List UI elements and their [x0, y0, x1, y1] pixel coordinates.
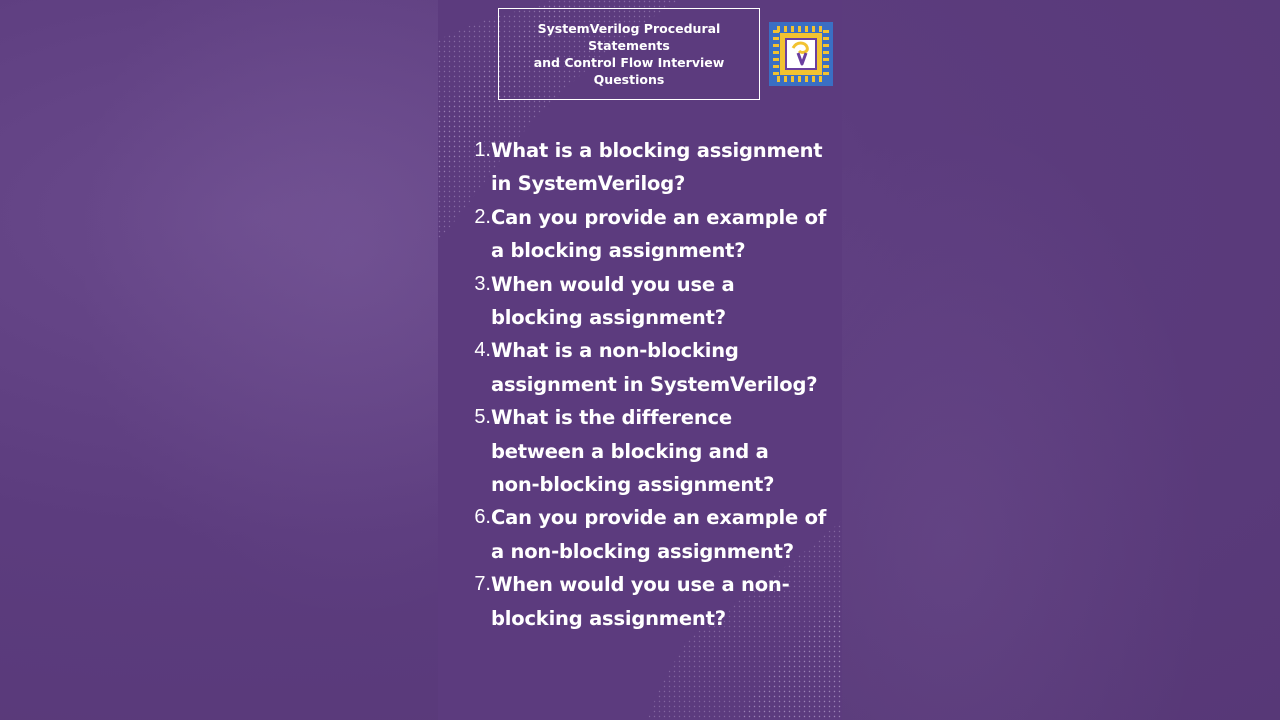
question-text: When would you use a non- blocking assignment? — [491, 573, 790, 630]
blurred-background-left — [0, 0, 440, 720]
question-item — [466, 334, 838, 401]
question-number: 2. — [474, 205, 491, 228]
question-number: 7. — [474, 573, 491, 596]
question-item — [466, 501, 838, 568]
question-text: When would you use a blocking assignment? — [491, 272, 735, 330]
question-number: 1. — [474, 139, 491, 161]
question-number: 6. — [474, 506, 491, 529]
question-text: Can you provide an example of a non-blocking assignment? — [491, 506, 827, 563]
question-text: What is a non-blocking assignment in SystemVerilog? — [491, 339, 818, 396]
question-text: What is a blocking assignment in SystemVerilog? — [491, 139, 823, 196]
question-item — [466, 401, 838, 501]
question-item — [466, 268, 838, 335]
chip-logo-icon — [769, 22, 833, 86]
question-number: 4. — [474, 339, 491, 362]
question-item — [466, 201, 838, 268]
question-text: Can you provide an example of a blocking assignment? — [491, 205, 827, 263]
question-number: 5. — [474, 406, 491, 429]
question-text: What is the difference between a blocking and a non-blocking assignment? — [491, 406, 775, 497]
question-item — [466, 134, 838, 201]
blurred-background-right — [840, 0, 1280, 720]
content-card — [438, 0, 842, 720]
question-item — [466, 568, 838, 635]
title-box — [498, 8, 760, 100]
page-title: SystemVerilog Procedural Statements and Control Flow Interview Questions — [533, 21, 725, 87]
question-list — [466, 134, 838, 635]
question-number: 3. — [474, 272, 491, 295]
